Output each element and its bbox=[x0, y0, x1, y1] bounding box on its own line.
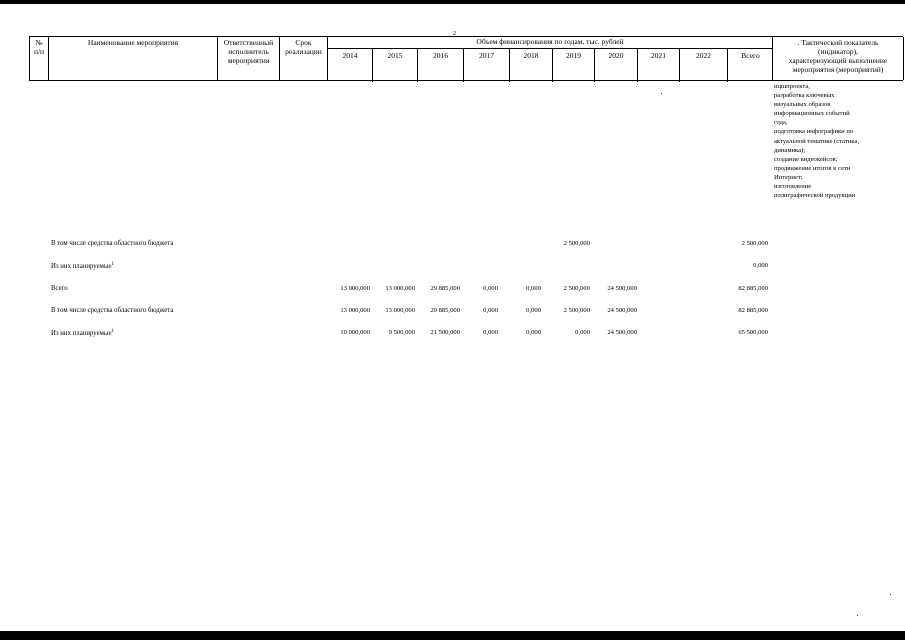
footnote-marker: 1 bbox=[111, 329, 115, 334]
header-year: 2020 bbox=[595, 48, 638, 82]
header-year: 2015 bbox=[373, 48, 418, 82]
row-value: 0,000 bbox=[753, 262, 768, 269]
scan-bottom-border bbox=[0, 631, 905, 640]
header-col-name: Наименование мероприятия bbox=[49, 37, 218, 80]
row-value: 0,000 bbox=[526, 285, 541, 292]
row-label-text: Из них планируемые bbox=[51, 330, 112, 337]
indicator-line: подготовка инфографики по bbox=[774, 128, 854, 136]
scan-speck bbox=[857, 615, 858, 616]
row-value: 0,000 bbox=[575, 329, 590, 336]
header-col-responsible: Ответственный исполнитель мероприятия bbox=[218, 37, 280, 80]
indicator-line: изготовление bbox=[774, 183, 812, 191]
row-label-text: В том числе средства областного бюджета bbox=[51, 307, 174, 314]
header-finance-title: Объем финансирования по годам, тыс. рублей bbox=[328, 37, 772, 49]
indicator-line: визуальных образов bbox=[774, 101, 831, 109]
indicator-line: создание видеокейсов; bbox=[774, 155, 838, 163]
header-year: 2018 bbox=[510, 48, 553, 82]
row-label bbox=[51, 240, 173, 247]
header-year: 2019 bbox=[553, 48, 595, 82]
row-value: 0,000 bbox=[526, 307, 541, 314]
row-value: 13 000,000 bbox=[385, 285, 415, 292]
scan-speck bbox=[890, 594, 891, 595]
page-number: 2 bbox=[453, 31, 456, 37]
table-header bbox=[29, 36, 903, 81]
row-value: 82 885,000 bbox=[738, 307, 768, 314]
row-value: 24 500,000 bbox=[607, 285, 637, 292]
header-year: 2022 bbox=[680, 48, 728, 82]
row-label bbox=[51, 329, 114, 337]
indicator-line: полиграфической продукции bbox=[774, 192, 856, 200]
row-value: 0,000 bbox=[483, 285, 498, 292]
header-col-indicator: . Тактический показатель (индикатор), характеризующий выполнение мероприятия (мероприятий) bbox=[773, 37, 904, 80]
indicator-line: продвижение итогов в сети bbox=[774, 164, 851, 172]
row-value: 2 500,000 bbox=[741, 240, 768, 247]
indicator-line: Интернет; bbox=[774, 173, 803, 181]
header-year: 2016 bbox=[418, 48, 464, 82]
header-finance-block bbox=[328, 37, 773, 80]
row-label bbox=[51, 307, 173, 314]
row-value: 0,000 bbox=[483, 329, 498, 336]
indicator-line: ицшпроекта, bbox=[774, 83, 810, 90]
row-label bbox=[51, 262, 114, 270]
row-value: 10 000,000 bbox=[340, 329, 370, 336]
header-year: 2017 bbox=[464, 48, 510, 82]
row-value: 13 000,000 bbox=[385, 307, 415, 314]
indicator-line: актуальной тематике (статика, bbox=[774, 137, 859, 145]
header-year: 2014 bbox=[328, 48, 373, 82]
row-value: 21 500,000 bbox=[430, 329, 460, 336]
row-value: 65 500,000 bbox=[738, 329, 768, 336]
row-value: 82 885,000 bbox=[738, 285, 768, 292]
row-label-text: Из них планируемые bbox=[51, 263, 112, 270]
row-value: 29 885,000 bbox=[430, 307, 460, 314]
header-year: 2021 bbox=[638, 48, 680, 82]
indicator-text bbox=[774, 82, 902, 200]
header-col-number: № п/п bbox=[30, 37, 49, 80]
row-label-text: Всего bbox=[51, 285, 68, 292]
row-label-text: В том числе средства областного бюджета bbox=[51, 240, 174, 247]
row-value: 0,000 bbox=[483, 307, 498, 314]
row-value: 2 500,000 bbox=[563, 307, 590, 314]
row-label bbox=[51, 285, 68, 292]
scan-top-border bbox=[0, 0, 905, 4]
indicator-line: года, bbox=[774, 119, 788, 127]
row-value: 13 000,000 bbox=[340, 285, 370, 292]
row-value: 24 500,000 bbox=[607, 307, 637, 314]
row-value: 13 000,000 bbox=[340, 307, 370, 314]
header-year-total: Всего bbox=[741, 51, 760, 60]
scan-speck bbox=[661, 93, 662, 94]
indicator-line: динамика); bbox=[774, 146, 806, 154]
row-value: 0,000 bbox=[526, 329, 541, 336]
footnote-marker: 1 bbox=[111, 262, 115, 267]
row-value: 2 500,000 bbox=[563, 240, 590, 247]
row-value: 9 500,000 bbox=[388, 329, 415, 336]
header-col-term: Срок реализации bbox=[280, 37, 328, 80]
row-value: 2 500,000 bbox=[563, 285, 590, 292]
row-value: 29 885,000 bbox=[430, 285, 460, 292]
row-value: 24 500,000 bbox=[607, 329, 637, 336]
indicator-line: разработка ключевых bbox=[774, 92, 835, 100]
indicator-line: информационных событий bbox=[774, 110, 850, 118]
